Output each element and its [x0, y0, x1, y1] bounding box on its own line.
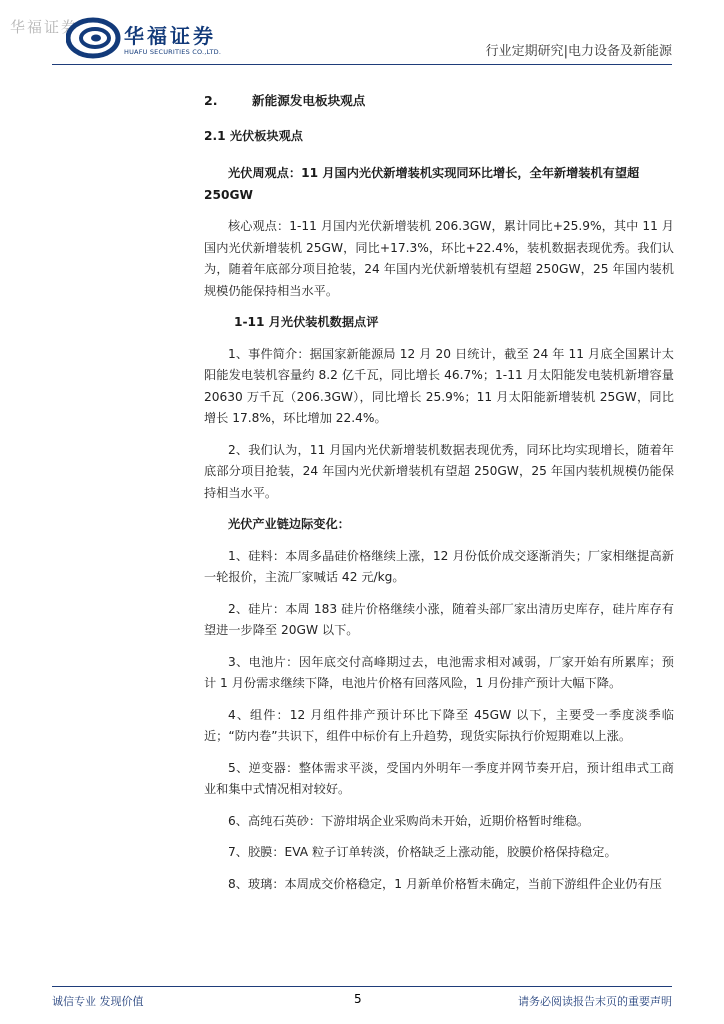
- list-item: 5、逆变器：整体需求平淡，受国内外明年一季度并网节奏开启，预计组串式工商业和集中式情况相对较好。: [204, 760, 674, 796]
- page-number: 5: [354, 992, 362, 1006]
- logo-swirl-icon: [66, 14, 122, 60]
- list-item: 7、胶膜：EVA 粒子订单转淡，价格缺乏上涨动能，胶膜价格保持稳定。: [228, 845, 617, 859]
- header-divider: [52, 64, 672, 65]
- list-item: 3、电池片：因年底交付高峰期过去，电池需求相对减弱，厂家开始有所累库；预计 1 月份需求继续下降，电池片价格有回落风险，1 月份排产预计大幅下降。: [204, 654, 674, 690]
- list-item: 8、玻璃：本周成交价格稳定，1 月新单价格暂未确定，当前下游组件企业仍有压: [228, 876, 662, 891]
- section-number: 2.: [204, 93, 218, 108]
- logo-text-en: HUAFU SECURITIES CO.,LTD.: [124, 48, 222, 56]
- footer-slogan: 诚信专业 发现价值: [52, 995, 144, 1008]
- list-item: 6、高纯石英砂：下游坩埚企业采购尚未开始，近期价格暂时维稳。: [228, 813, 590, 828]
- list-item: 1、硅料：本周多晶硅价格继续上涨，12 月份低价成交逐渐消失；厂家相继提高新一轮报价，主流厂家喊话 42 元/kg。: [204, 548, 674, 584]
- event-paragraph: 1、事件简介：据国家新能源局 12 月 20 日统计，截至 24 年 11 月底全国累计太阳能发电装机容量约 8.2 亿千瓦，同比增长 46.7%；1-11 月太阳能发电装机新增容量 20630 万千瓦（206.3GW），同比增长 25.9%；11 月太阳能新增装机 25GW，同比增长 17.8%，环比增加 22.4%。: [204, 346, 674, 425]
- report-category: 行业定期研究|电力设备及新能源: [485, 44, 672, 59]
- core-view-paragraph: 核心观点：1-11 月国内光伏新增装机 206.3GW，累计同比+25.9%，其中 11 月国内光伏新增装机 25GW，同比+17.3%，环比+22.4%，装机数据表现优秀。我们认为，随着年底部分项目抢装，24 年国内光伏新增装机有望超 250GW，25 年国内装机规模仍能保持相当水平。: [204, 219, 674, 298]
- section-title: 新能源发电板块观点: [252, 93, 366, 108]
- list-item: 2、硅片：本周 183 硅片价格继续小涨，随着头部厂家出清历史库存，硅片库存有望进一步降至 20GW 以下。: [204, 601, 674, 637]
- lead-paragraph: 光伏周观点：11 月国内光伏新增装机实现同环比增长，全年新增装机有望超 250GW: [204, 166, 640, 202]
- watermark: 华福证券: [10, 18, 79, 36]
- subsection-heading: 2.1 光伏板块观点: [204, 128, 303, 143]
- company-logo: [66, 14, 256, 62]
- sub-heading-install-data: 1-11 月光伏装机数据点评: [234, 315, 379, 329]
- section-heading: [204, 90, 674, 112]
- sub-heading-chain: 光伏产业链边际变化：: [228, 517, 350, 531]
- opinion-paragraph: 2、我们认为，11 月国内光伏新增装机数据表现优秀，同环比均实现增长，随着年底部分项目抢装，24 年国内光伏新增装机有望超 250GW，25 年国内装机规模仍能保持相当水平。: [204, 442, 674, 500]
- main-content: [204, 90, 674, 905]
- list-item: 4、组件：12 月组件排产预计环比下降至 45GW 以下，主要受一季度淡季临近；“防内卷”共识下，组件中标价有上升趋势，现货实际执行价短期难以上涨。: [204, 707, 674, 743]
- logo-text-cn: 华福证券: [124, 24, 216, 48]
- footer-disclaimer: 请务必阅读报告末页的重要声明: [518, 995, 672, 1008]
- footer-divider: [52, 986, 672, 987]
